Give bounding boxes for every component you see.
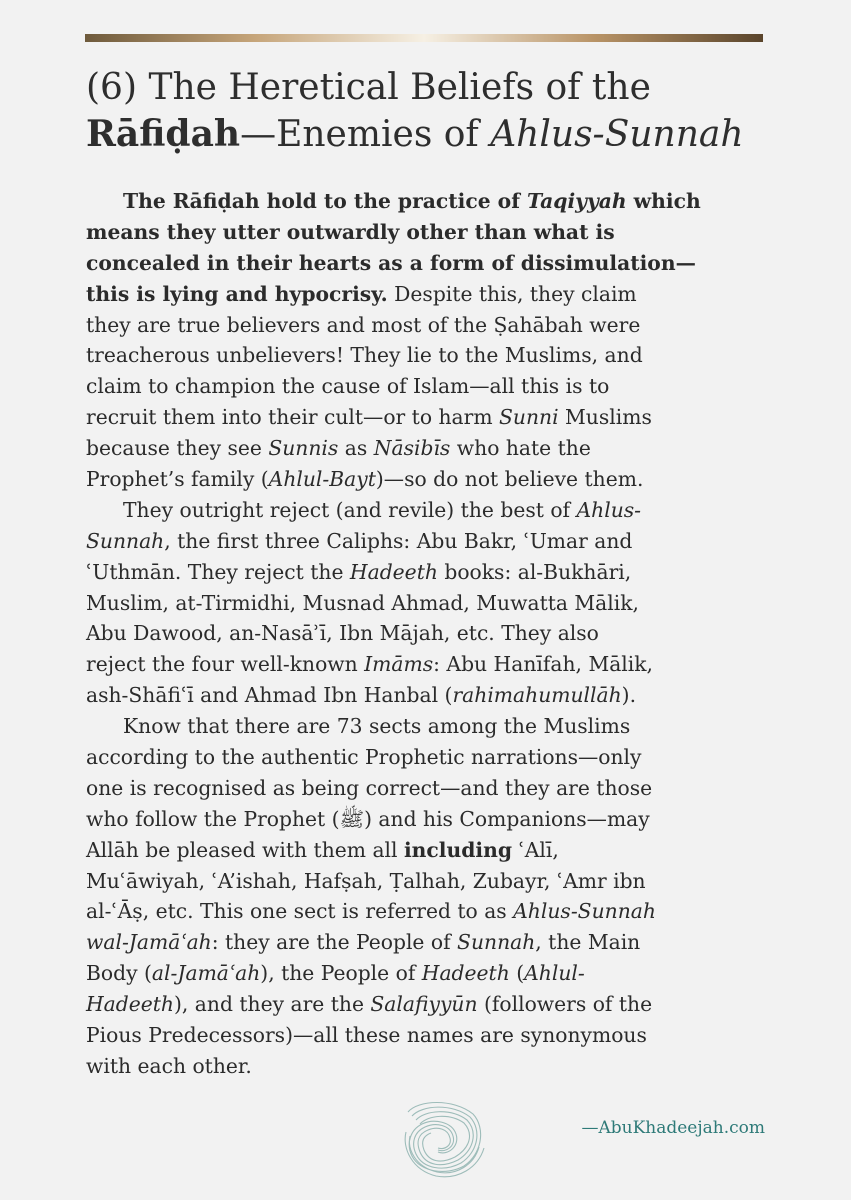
- body-text-run: according to the authentic Prophetic narrations—only: [86, 745, 642, 770]
- body-text-run: recruit them into their cult—or to harm: [86, 405, 500, 430]
- body-text-run: Prophet’s family (: [86, 467, 269, 492]
- body-text-run: this is lying and hypocrisy.: [86, 281, 388, 306]
- title-bold-term: Rāfiḍah: [86, 113, 241, 155]
- body-line: [86, 279, 766, 310]
- body-text-run: Muslim, at-Tirmidhi, Musnad Ahmad, Muwatta Mālik,: [86, 590, 639, 615]
- body-line: [86, 742, 766, 773]
- body-line: [86, 835, 766, 866]
- body-text-run: Sunnis: [268, 436, 339, 461]
- body-line: [86, 464, 766, 495]
- body-text-run: because they see: [86, 436, 269, 461]
- body-text-run: ash-Shāfiʿī and Ahmad Ibn Hanbal (: [86, 683, 453, 708]
- body-text-run: (: [509, 961, 525, 986]
- body-line: [86, 927, 766, 958]
- body-line: [86, 495, 766, 526]
- body-line: [86, 649, 766, 680]
- body-text-run: Sunnah: [86, 528, 165, 553]
- body-line: [86, 896, 766, 927]
- page-title: [86, 64, 806, 158]
- body-line: [86, 958, 766, 989]
- body-text-run: The Rāfiḍah hold to the practice of: [123, 189, 527, 213]
- body-text-run: Ahlul-: [524, 961, 585, 986]
- body-line: [86, 1051, 766, 1082]
- body-text-run: , the first three Caliphs: Abu Bakr, ʿUmar and: [164, 528, 633, 553]
- body-line: [86, 433, 766, 464]
- body-text-run: one is recognised as being correct—and they are those: [86, 775, 653, 800]
- body-line: [86, 340, 766, 371]
- body-line: [86, 680, 766, 711]
- body-text-run: : they are the People of: [211, 930, 458, 955]
- body-text-run: reject the four well-known: [86, 652, 365, 677]
- body-text-run: Abu Dawood, an-Nasāʾī, Ibn Mājah, etc. They also: [86, 621, 599, 646]
- body-text-run: They outright reject (and revile) the best of: [123, 497, 577, 522]
- body-text-run: including: [403, 837, 513, 862]
- body-text-run: means they utter outwardly other than what is: [86, 219, 615, 244]
- body-line: [86, 310, 766, 341]
- title-mid-text: —Enemies of: [240, 114, 491, 155]
- body-line: [86, 1020, 766, 1051]
- body-text-run: Muslims: [558, 405, 652, 430]
- body-text-run: concealed in their hearts as a form of dissimulation—: [86, 250, 696, 275]
- body-text-run: Taqiyyah: [526, 189, 627, 213]
- title-italic-term: Ahlus-Sunnah: [490, 114, 744, 155]
- article-body: [86, 186, 766, 1082]
- body-text-run: Despite this, they claim: [387, 281, 637, 306]
- body-text-run: with each other.: [86, 1053, 252, 1078]
- title-line-1: (6) The Heretical Beliefs of the: [86, 67, 651, 108]
- body-line: [86, 618, 766, 649]
- body-text-run: rahimahumullāh: [452, 683, 622, 708]
- body-text-run: who follow the Prophet (ﷺ) and his Companions—may: [86, 806, 650, 831]
- body-text-run: which: [626, 189, 701, 213]
- body-line: [86, 217, 766, 248]
- body-line: [86, 371, 766, 402]
- body-line: [86, 989, 766, 1020]
- body-text-run: they are true believers and most of the Ṣahābah were: [86, 312, 641, 337]
- body-text-run: Hadeeth: [349, 559, 438, 584]
- body-text-run: wal-Jamāʿah: [86, 930, 212, 955]
- abukhadeejah-logo-icon: [398, 1092, 488, 1180]
- body-text-run: Ahlus-: [576, 497, 642, 522]
- body-text-run: who hate the: [450, 436, 591, 461]
- body-text-run: Sunni: [499, 405, 559, 430]
- body-text-run: Nāsibīs: [373, 436, 451, 461]
- body-text-run: Ahlus-Sunnah: [513, 899, 656, 924]
- body-text-run: Body (: [86, 961, 152, 986]
- body-text-run: : Abu Hanīfah, Mālik,: [433, 652, 654, 677]
- title-line-2: [86, 111, 806, 158]
- body-text-run: , the Main: [535, 930, 641, 955]
- body-line: [86, 557, 766, 588]
- body-text-run: ).: [621, 683, 637, 708]
- body-text-run: Muʿāwiyah, ʿA’ishah, Hafṣah, Ṭalhah, Zubayr, ʿAmr ibn: [86, 868, 646, 893]
- header-gold-rule: [85, 34, 763, 42]
- body-text-run: books: al-Bukhāri,: [437, 559, 632, 584]
- body-text-run: treacherous unbelievers! They lie to the Muslims, and: [86, 343, 643, 368]
- body-line: [86, 711, 766, 742]
- body-text-run: al-ʿĀṣ, etc. This one sect is referred to as: [86, 899, 514, 924]
- body-text-run: Imāms: [364, 652, 434, 677]
- body-text-run: al-Jamāʿah: [151, 961, 261, 986]
- body-text-run: as: [338, 436, 374, 461]
- body-line: [86, 402, 766, 433]
- body-text-run: Pious Predecessors)—all these names are synonymous: [86, 1023, 647, 1048]
- body-text-run: Allāh be pleased with them all: [86, 837, 404, 862]
- attribution-link[interactable]: —AbuKhadeejah.com: [581, 1118, 765, 1138]
- body-line: [86, 804, 766, 835]
- body-line: [86, 773, 766, 804]
- body-text-run: Know that there are 73 sects among the Muslims: [123, 714, 631, 739]
- body-line: [86, 248, 766, 279]
- body-line: [86, 186, 766, 217]
- body-line: [86, 588, 766, 619]
- body-text-run: Hadeeth: [86, 992, 174, 1017]
- body-text-run: claim to champion the cause of Islam—all this is to: [86, 374, 610, 399]
- body-text-run: ), the People of: [260, 961, 422, 986]
- body-text-run: Salafiyyūn: [370, 992, 478, 1017]
- body-text-run: Ahlul-Bayt: [268, 467, 376, 492]
- body-line: [86, 866, 766, 897]
- body-text-run: ʿUthmān. They reject the: [86, 559, 350, 584]
- body-text-run: Hadeeth: [421, 961, 510, 986]
- body-text-run: )—so do not believe them.: [375, 467, 644, 492]
- body-line: [86, 526, 766, 557]
- body-text-run: (followers of the: [477, 992, 653, 1017]
- body-text-run: ʿAlī,: [512, 837, 559, 862]
- body-text-run: ), and they are the: [173, 992, 371, 1017]
- body-text-run: Sunnah: [457, 930, 536, 955]
